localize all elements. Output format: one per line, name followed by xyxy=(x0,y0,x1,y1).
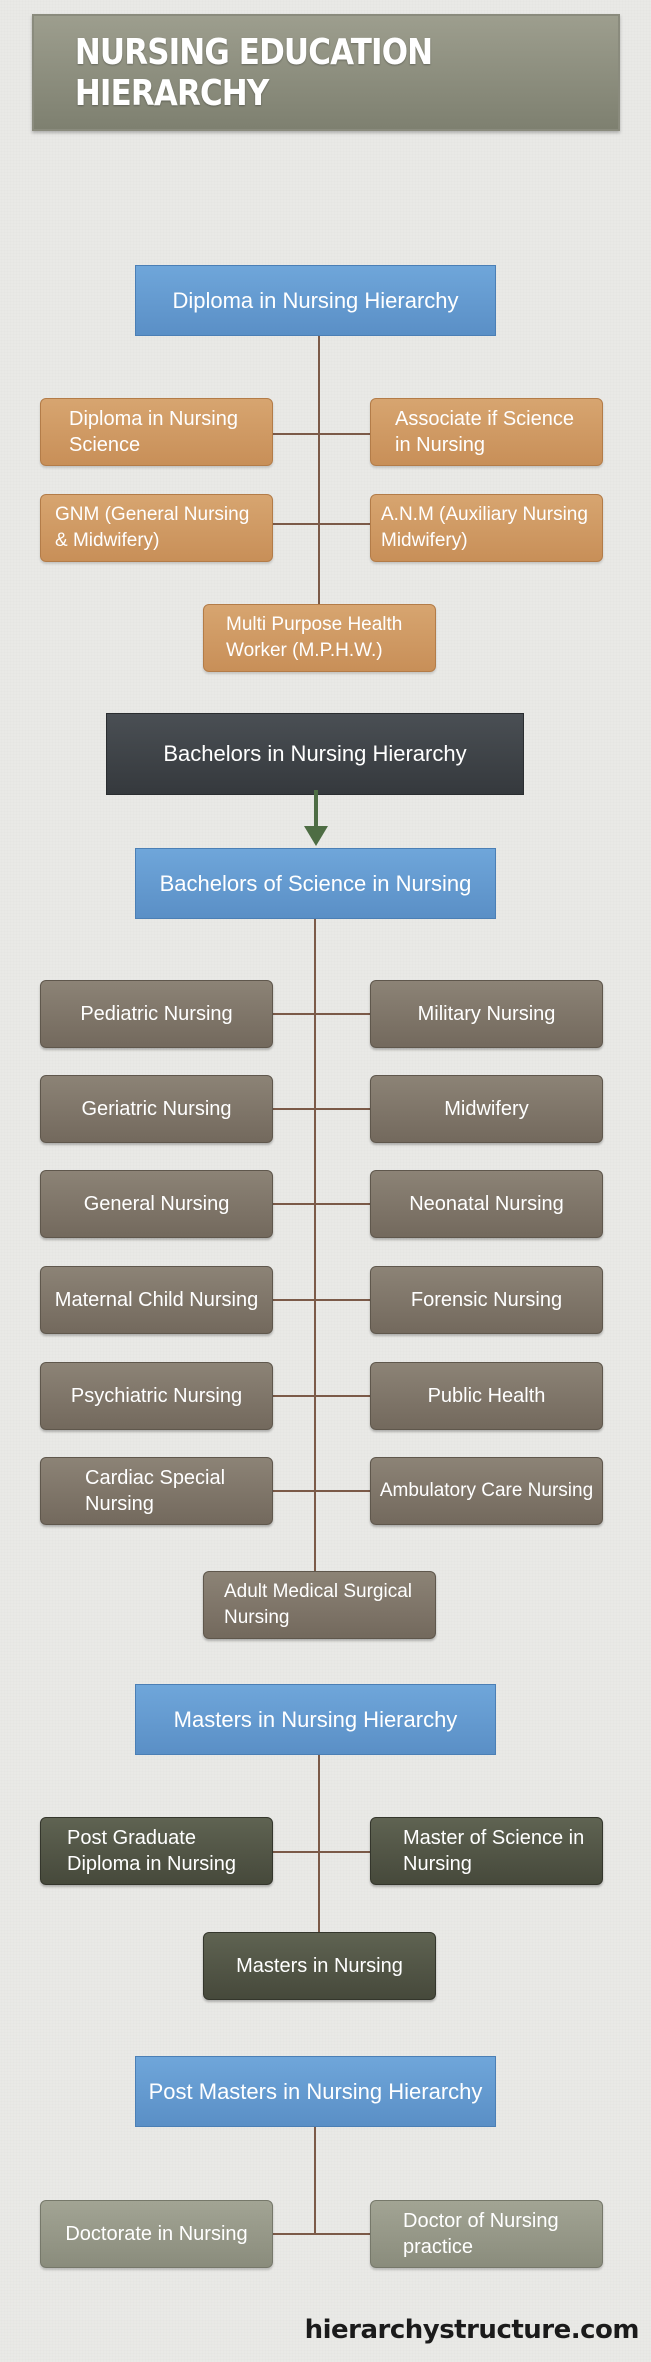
bachelors-item: Cardiac Special Nursing xyxy=(40,1457,273,1525)
bachelors-item: Adult Medical Surgical Nursing xyxy=(203,1571,436,1639)
diploma-item: Diploma in Nursing Science xyxy=(40,398,273,466)
title-banner xyxy=(32,14,620,131)
connector-line xyxy=(314,918,316,1573)
bachelors-item: Midwifery xyxy=(370,1075,603,1143)
connector-line xyxy=(272,1013,370,1015)
bachelors-item: Neonatal Nursing xyxy=(370,1170,603,1238)
connector-line xyxy=(272,523,370,525)
bachelors-item: Pediatric Nursing xyxy=(40,980,273,1048)
connector-line xyxy=(318,335,320,605)
connector-line xyxy=(272,1108,370,1110)
bachelors-item: Geriatric Nursing xyxy=(40,1075,273,1143)
diploma-item: Multi Purpose Health Worker (M.P.H.W.) xyxy=(203,604,436,672)
bachelors-item: Military Nursing xyxy=(370,980,603,1048)
bachelors-item: Forensic Nursing xyxy=(370,1266,603,1334)
masters-header: Masters in Nursing Hierarchy xyxy=(135,1684,496,1755)
connector-line xyxy=(272,1203,370,1205)
connector-line xyxy=(314,2126,316,2234)
diploma-item: A.N.M (Auxiliary Nursing Midwifery) xyxy=(370,494,603,562)
site-watermark: hierarchystructure.com xyxy=(304,2315,639,2345)
bsn-header: Bachelors of Science in Nursing xyxy=(135,848,496,919)
bachelors-item: Ambulatory Care Nursing xyxy=(370,1457,603,1525)
bachelors-item: General Nursing xyxy=(40,1170,273,1238)
bachelors-item: Public Health xyxy=(370,1362,603,1430)
bachelors-item: Maternal Child Nursing xyxy=(40,1266,273,1334)
connector-line xyxy=(318,1754,320,1934)
masters-item: Masters in Nursing xyxy=(203,1932,436,2000)
arrow-head-icon xyxy=(304,826,328,846)
page-title: NURSING EDUCATION HIERARCHY xyxy=(74,31,433,114)
connector-line xyxy=(272,1851,370,1853)
post-masters-item: Doctor of Nursing practice xyxy=(370,2200,603,2268)
masters-item: Master of Science in Nursing xyxy=(370,1817,603,1885)
bachelors-item: Psychiatric Nursing xyxy=(40,1362,273,1430)
diploma-header: Diploma in Nursing Hierarchy xyxy=(135,265,496,336)
connector-line xyxy=(272,1299,370,1301)
diploma-item: GNM (General Nursing & Midwifery) xyxy=(40,494,273,562)
post-masters-item: Doctorate in Nursing xyxy=(40,2200,273,2268)
connector-line xyxy=(272,1395,370,1397)
diploma-item: Associate if Science in Nursing xyxy=(370,398,603,466)
post-masters-header: Post Masters in Nursing Hierarchy xyxy=(135,2056,496,2127)
connector-line xyxy=(272,433,370,435)
masters-item: Post Graduate Diploma in Nursing xyxy=(40,1817,273,1885)
bachelors-header: Bachelors in Nursing Hierarchy xyxy=(106,713,524,795)
connector-line xyxy=(272,1490,370,1492)
connector-line xyxy=(272,2233,370,2235)
